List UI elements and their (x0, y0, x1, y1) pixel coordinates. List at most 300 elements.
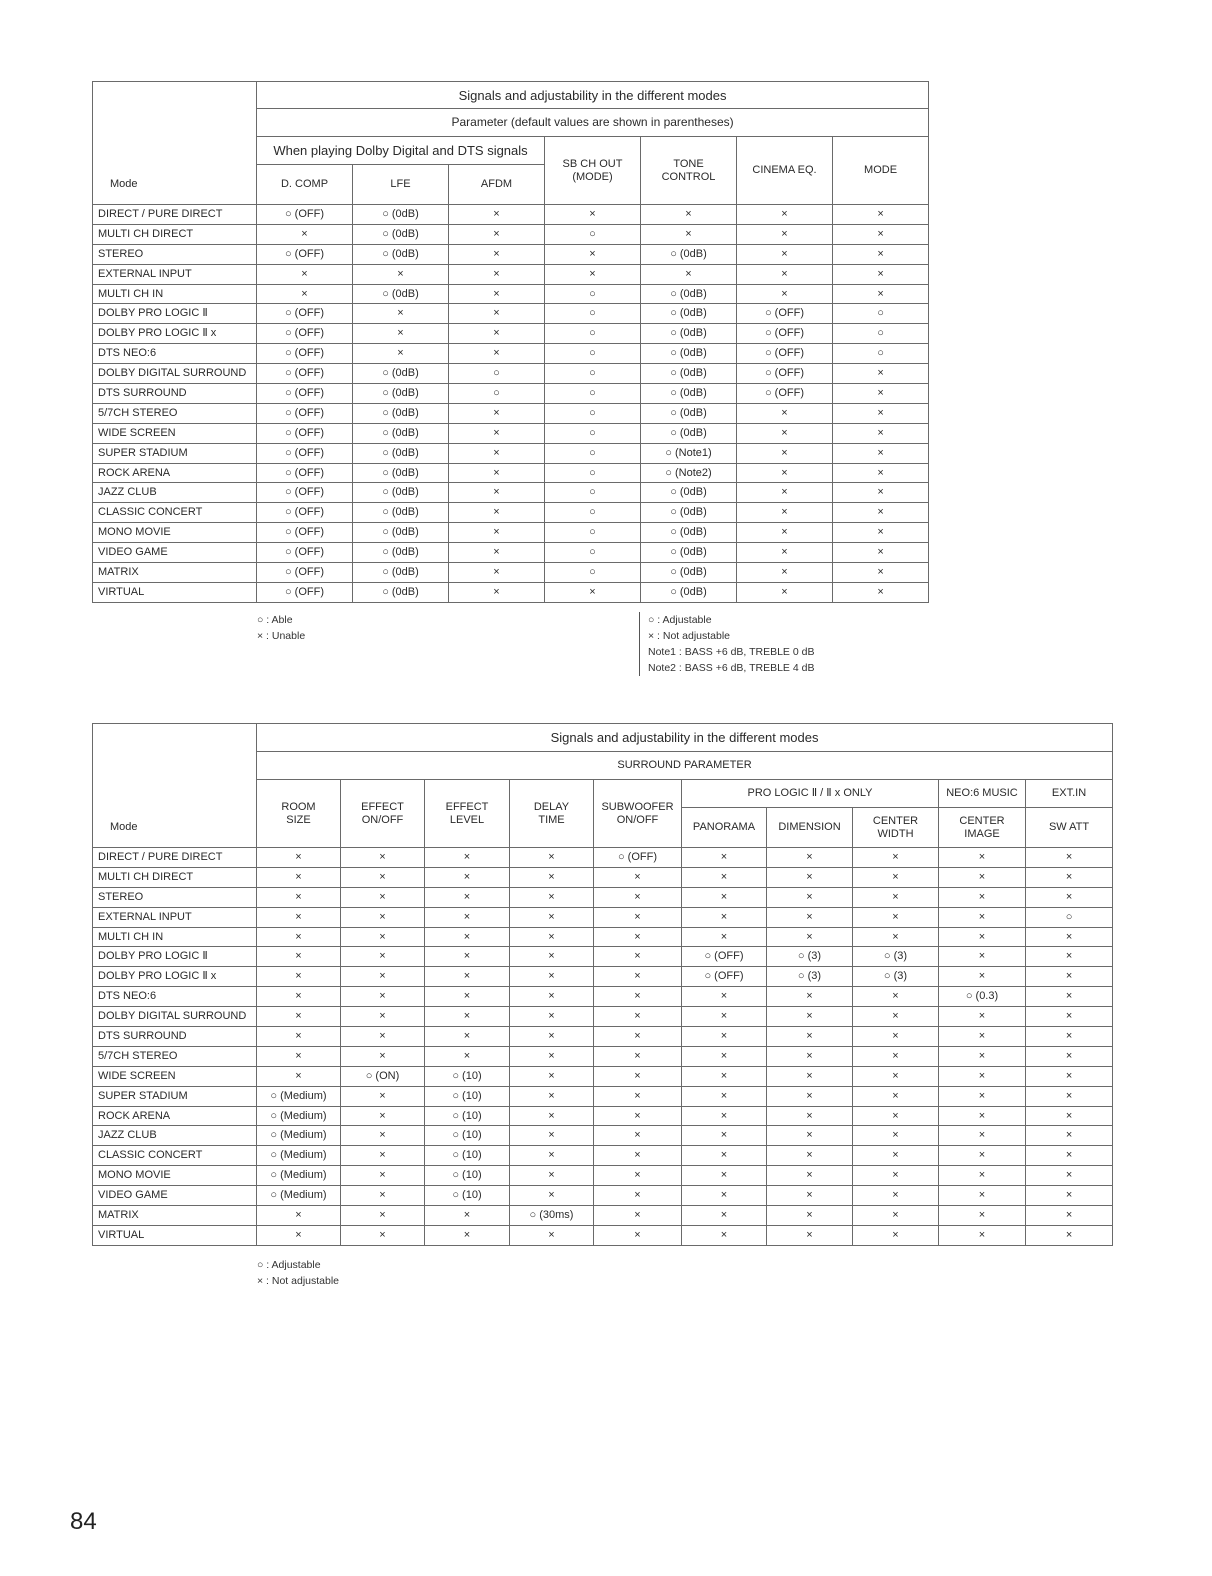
value-cell: ○ (545, 224, 641, 244)
legend-item: ○ : Adjustable (648, 614, 712, 626)
mode-name-cell: VIRTUAL (93, 1225, 257, 1245)
table-row (93, 1027, 1113, 1047)
mode-name-cell: JAZZ CLUB (93, 1126, 257, 1146)
value-cell: × (682, 927, 767, 947)
mode-name-cell: CLASSIC CONCERT (93, 503, 257, 523)
value-cell: × (767, 1106, 853, 1126)
value-cell: × (341, 987, 425, 1007)
mode-name-cell: SUPER STADIUM (93, 443, 257, 463)
value-cell: × (1026, 1166, 1113, 1186)
value-cell: × (1026, 1046, 1113, 1066)
value-cell: × (449, 543, 545, 563)
value-cell: ○ (OFF) (257, 244, 353, 264)
table-row (93, 1046, 1113, 1066)
value-cell: × (341, 1007, 425, 1027)
value-cell: ○ (833, 344, 929, 364)
table-row (93, 1126, 1113, 1146)
value-cell: × (833, 244, 929, 264)
value-cell: × (682, 867, 767, 887)
value-cell: × (594, 1166, 682, 1186)
value-cell: ○ (0dB) (353, 582, 449, 602)
value-cell: × (341, 967, 425, 987)
table-row (93, 582, 929, 602)
value-cell: ○ (OFF) (257, 443, 353, 463)
value-cell: × (939, 1146, 1026, 1166)
value-cell: ○ (Medium) (257, 1086, 341, 1106)
value-cell: ○ (OFF) (737, 304, 833, 324)
value-cell: ○ (0dB) (353, 443, 449, 463)
value-cell: × (737, 205, 833, 225)
value-cell: × (737, 264, 833, 284)
value-cell: × (767, 887, 853, 907)
value-cell: × (449, 224, 545, 244)
mode-name-cell: MATRIX (93, 1206, 257, 1226)
column-header: ROOM SIZE (257, 780, 341, 848)
table-row (93, 463, 929, 483)
value-cell: × (853, 1066, 939, 1086)
mode-name-cell: MONO MOVIE (93, 1166, 257, 1186)
value-cell: × (425, 1027, 510, 1047)
value-cell: × (257, 907, 341, 927)
table-row (93, 224, 929, 244)
value-cell: × (1026, 1007, 1113, 1027)
table-row (93, 344, 929, 364)
value-cell: × (737, 543, 833, 563)
value-cell: × (767, 1126, 853, 1146)
value-cell: × (594, 887, 682, 907)
value-cell: × (682, 907, 767, 927)
value-cell: ○ (0dB) (641, 582, 737, 602)
value-cell: ○ (OFF) (594, 848, 682, 868)
table-body (93, 848, 1113, 1246)
mode-name-cell: DIRECT / PURE DIRECT (93, 848, 257, 868)
value-cell: × (853, 1126, 939, 1146)
value-cell: ○ (0dB) (353, 543, 449, 563)
value-cell: × (1026, 987, 1113, 1007)
value-cell: × (449, 324, 545, 344)
mode-name-cell: MULTI CH IN (93, 284, 257, 304)
mode-name-cell: MONO MOVIE (93, 523, 257, 543)
mode-name-cell: MATRIX (93, 563, 257, 583)
value-cell: × (682, 1086, 767, 1106)
value-cell: × (833, 443, 929, 463)
value-cell: × (737, 423, 833, 443)
mode-name-cell: VIRTUAL (93, 582, 257, 602)
value-cell: × (1026, 1206, 1113, 1226)
value-cell: × (737, 443, 833, 463)
value-cell: ○ (3) (853, 967, 939, 987)
value-cell: ○ (Medium) (257, 1106, 341, 1126)
mode-column-header: Mode (93, 724, 257, 848)
value-cell: × (939, 907, 1026, 927)
mode-name-cell: SUPER STADIUM (93, 1086, 257, 1106)
column-header: CINEMA EQ. (737, 137, 833, 205)
value-cell: × (682, 1225, 767, 1245)
table-row (93, 324, 929, 344)
value-cell: × (1026, 1106, 1113, 1126)
value-cell: × (1026, 1027, 1113, 1047)
table-row (93, 848, 1113, 868)
value-cell: × (449, 443, 545, 463)
value-cell: × (257, 284, 353, 304)
value-cell: × (510, 1007, 594, 1027)
table-row (93, 244, 929, 264)
value-cell: ○ (545, 304, 641, 324)
value-cell: × (853, 987, 939, 1007)
value-cell: × (853, 1225, 939, 1245)
value-cell: × (510, 1166, 594, 1186)
value-cell: ○ (OFF) (737, 384, 833, 404)
value-cell: × (682, 887, 767, 907)
value-cell: × (510, 887, 594, 907)
mode-name-cell: DOLBY PRO LOGIC Ⅱ (93, 947, 257, 967)
page-number: 84 (70, 1508, 97, 1535)
value-cell: × (833, 463, 929, 483)
value-cell: × (341, 907, 425, 927)
value-cell: ○ (10) (425, 1066, 510, 1086)
value-cell: × (853, 927, 939, 947)
value-cell: ○ (3) (767, 967, 853, 987)
value-cell: × (767, 1186, 853, 1206)
value-cell: ○ (545, 443, 641, 463)
value-cell: × (1026, 867, 1113, 887)
table-row (93, 503, 929, 523)
value-cell: × (545, 244, 641, 264)
value-cell: × (853, 1007, 939, 1027)
table-row (93, 987, 1113, 1007)
value-cell: ○ (0dB) (641, 523, 737, 543)
value-cell: × (767, 1066, 853, 1086)
value-cell: × (257, 1007, 341, 1027)
value-cell: × (939, 1166, 1026, 1186)
legend-item: × : Not adjustable (648, 630, 731, 642)
value-cell: × (449, 344, 545, 364)
value-cell: × (939, 1225, 1026, 1245)
value-cell: × (594, 927, 682, 947)
value-cell: ○ (OFF) (257, 423, 353, 443)
value-cell: × (939, 1206, 1026, 1226)
value-cell: × (341, 1046, 425, 1066)
table-row (93, 483, 929, 503)
table-row (93, 927, 1113, 947)
value-cell: ○ (0dB) (353, 503, 449, 523)
legend-able (257, 612, 305, 644)
surround-parameter-table (92, 723, 1113, 1246)
value-cell: × (510, 1086, 594, 1106)
value-cell: ○ (10) (425, 1126, 510, 1146)
value-cell: × (341, 1186, 425, 1206)
table-subtitle: Parameter (default values are shown in parentheses) (257, 109, 929, 137)
value-cell: × (767, 867, 853, 887)
value-cell: × (1026, 848, 1113, 868)
value-cell: × (853, 867, 939, 887)
value-cell: × (425, 907, 510, 927)
value-cell: × (594, 1146, 682, 1166)
value-cell: × (939, 1066, 1026, 1086)
value-cell: × (341, 867, 425, 887)
value-cell: × (510, 987, 594, 1007)
value-cell: ○ (Note1) (641, 443, 737, 463)
value-cell: ○ (0dB) (353, 523, 449, 543)
value-cell: ○ (Medium) (257, 1146, 341, 1166)
value-cell: × (833, 384, 929, 404)
value-cell: × (853, 907, 939, 927)
table-row (93, 543, 929, 563)
table-row (93, 443, 929, 463)
value-cell: × (257, 987, 341, 1007)
value-cell: × (767, 1166, 853, 1186)
column-header: SW ATT (1026, 808, 1113, 848)
value-cell: × (737, 463, 833, 483)
table-body (93, 205, 929, 603)
value-cell: ○ (0dB) (641, 244, 737, 264)
value-cell: × (767, 987, 853, 1007)
value-cell: ○ (Medium) (257, 1186, 341, 1206)
table-row (93, 1007, 1113, 1027)
value-cell: ○ (545, 324, 641, 344)
value-cell: × (257, 1225, 341, 1245)
value-cell: ○ (OFF) (257, 205, 353, 225)
mode-name-cell: EXTERNAL INPUT (93, 264, 257, 284)
legend-item: × : Unable (257, 630, 306, 642)
value-cell: ○ (OFF) (257, 463, 353, 483)
column-header: PANORAMA (682, 808, 767, 848)
value-cell: × (1026, 967, 1113, 987)
value-cell: × (449, 264, 545, 284)
value-cell: × (833, 503, 929, 523)
value-cell: × (641, 264, 737, 284)
value-cell: ○ (OFF) (257, 324, 353, 344)
value-cell: × (594, 947, 682, 967)
value-cell: ○ (545, 384, 641, 404)
value-cell: × (425, 987, 510, 1007)
value-cell: × (353, 324, 449, 344)
value-cell: × (449, 403, 545, 423)
value-cell: × (853, 848, 939, 868)
mode-name-cell: DOLBY PRO LOGIC Ⅱ x (93, 324, 257, 344)
column-header: SB CH OUT (MODE) (545, 137, 641, 205)
value-cell: × (737, 523, 833, 543)
value-cell: ○ (545, 463, 641, 483)
column-header: CENTER WIDTH (853, 808, 939, 848)
value-cell: ○ (0dB) (641, 563, 737, 583)
value-cell: ○ (Medium) (257, 1166, 341, 1186)
value-cell: × (510, 1106, 594, 1126)
value-cell: × (510, 1066, 594, 1086)
table-row (93, 563, 929, 583)
value-cell: ○ (545, 284, 641, 304)
value-cell: × (594, 1086, 682, 1106)
value-cell: × (767, 1206, 853, 1226)
value-cell: × (449, 582, 545, 602)
value-cell: × (737, 563, 833, 583)
value-cell: × (510, 1046, 594, 1066)
value-cell: ○ (30ms) (510, 1206, 594, 1226)
value-cell: × (341, 947, 425, 967)
value-cell: ○ (OFF) (257, 563, 353, 583)
value-cell: × (939, 927, 1026, 947)
value-cell: × (939, 848, 1026, 868)
value-cell: ○ (449, 364, 545, 384)
value-cell: ○ (0dB) (641, 503, 737, 523)
value-cell: ○ (OFF) (257, 503, 353, 523)
value-cell: ○ (3) (767, 947, 853, 967)
value-cell: × (853, 1027, 939, 1047)
table-row (93, 947, 1113, 967)
table-row (93, 1166, 1113, 1186)
value-cell: × (833, 582, 929, 602)
value-cell: ○ (Note2) (641, 463, 737, 483)
table-row (93, 1186, 1113, 1206)
value-cell: × (510, 967, 594, 987)
value-cell: × (682, 987, 767, 1007)
value-cell: × (510, 848, 594, 868)
table-subtitle: SURROUND PARAMETER (257, 752, 1113, 780)
value-cell: × (767, 907, 853, 927)
value-cell: × (833, 523, 929, 543)
value-cell: × (939, 887, 1026, 907)
value-cell: × (510, 1225, 594, 1245)
column-header: TONE CONTROL (641, 137, 737, 205)
table-row (93, 304, 929, 324)
value-cell: × (257, 967, 341, 987)
value-cell: ○ (0dB) (353, 563, 449, 583)
value-cell: × (853, 1046, 939, 1066)
value-cell: × (1026, 1066, 1113, 1086)
value-cell: ○ (0dB) (641, 364, 737, 384)
value-cell: × (767, 1007, 853, 1027)
value-cell: × (594, 1206, 682, 1226)
value-cell: ○ (0dB) (353, 463, 449, 483)
value-cell: × (767, 848, 853, 868)
table-row (93, 423, 929, 443)
dolby-dts-group-header: When playing Dolby Digital and DTS signals (257, 137, 545, 165)
legend-item: ○ : Adjustable (257, 1259, 321, 1271)
table-row (93, 887, 1113, 907)
value-cell: × (594, 1186, 682, 1206)
mode-name-cell: DOLBY PRO LOGIC Ⅱ (93, 304, 257, 324)
value-cell: × (425, 927, 510, 947)
value-cell: ○ (0dB) (353, 205, 449, 225)
value-cell: × (767, 1046, 853, 1066)
column-header: EFFECT ON/OFF (341, 780, 425, 848)
value-cell: ○ (545, 403, 641, 423)
table-row (93, 264, 929, 284)
value-cell: × (682, 1027, 767, 1047)
value-cell: × (341, 887, 425, 907)
value-cell: ○ (0dB) (353, 423, 449, 443)
table-row (93, 1086, 1113, 1106)
value-cell: ○ (10) (425, 1146, 510, 1166)
mode-name-cell: DTS NEO:6 (93, 344, 257, 364)
table-row (93, 1225, 1113, 1245)
value-cell: × (767, 927, 853, 947)
value-cell: × (939, 1046, 1026, 1066)
legend-adjustable (257, 1257, 339, 1289)
mode-name-cell: DIRECT / PURE DIRECT (93, 205, 257, 225)
table-title: Signals and adjustability in the different modes (257, 82, 929, 109)
value-cell: × (682, 1106, 767, 1126)
mode-name-cell: MULTI CH IN (93, 927, 257, 947)
value-cell: ○ (10) (425, 1086, 510, 1106)
value-cell: × (545, 264, 641, 284)
value-cell: × (682, 1186, 767, 1206)
value-cell: ○ (OFF) (257, 483, 353, 503)
value-cell: × (449, 284, 545, 304)
value-cell: ○ (0dB) (353, 403, 449, 423)
value-cell: ○ (545, 483, 641, 503)
value-cell: × (353, 344, 449, 364)
value-cell: ○ (10) (425, 1106, 510, 1126)
value-cell: × (939, 947, 1026, 967)
value-cell: × (853, 1106, 939, 1126)
value-cell: ○ (3) (853, 947, 939, 967)
value-cell: × (594, 967, 682, 987)
column-header: SUBWOOFER ON/OFF (594, 780, 682, 848)
mode-name-cell: DTS SURROUND (93, 384, 257, 404)
value-cell: ○ (OFF) (737, 324, 833, 344)
value-cell: × (341, 1086, 425, 1106)
value-cell: × (545, 205, 641, 225)
value-cell: ○ (OFF) (257, 384, 353, 404)
value-cell: ○ (10) (425, 1186, 510, 1206)
value-cell: × (767, 1027, 853, 1047)
mode-name-cell: STEREO (93, 887, 257, 907)
value-cell: × (939, 967, 1026, 987)
table-row (93, 1066, 1113, 1086)
value-cell: × (1026, 1225, 1113, 1245)
mode-name-cell: DTS SURROUND (93, 1027, 257, 1047)
value-cell: × (257, 947, 341, 967)
value-cell: × (257, 867, 341, 887)
value-cell: ○ (0dB) (353, 224, 449, 244)
value-cell: ○ (OFF) (257, 582, 353, 602)
legend-adjustable (639, 612, 814, 676)
value-cell: × (833, 543, 929, 563)
mode-parameter-table (92, 81, 929, 603)
value-cell: × (510, 907, 594, 927)
value-cell: × (425, 967, 510, 987)
value-cell: ○ (545, 344, 641, 364)
value-cell: × (594, 907, 682, 927)
value-cell: × (425, 1046, 510, 1066)
extin-group-header: EXT.IN (1026, 780, 1113, 808)
mode-name-cell: 5/7CH STEREO (93, 1046, 257, 1066)
value-cell: ○ (545, 523, 641, 543)
value-cell: × (257, 264, 353, 284)
value-cell: × (449, 563, 545, 583)
value-cell: ○ (OFF) (257, 304, 353, 324)
value-cell: × (833, 403, 929, 423)
column-header: AFDM (449, 165, 545, 205)
value-cell: × (594, 1046, 682, 1066)
value-cell: ○ (10) (425, 1166, 510, 1186)
value-cell: ○ (OFF) (257, 344, 353, 364)
value-cell: × (341, 1166, 425, 1186)
table-row (93, 907, 1113, 927)
value-cell: × (341, 1146, 425, 1166)
value-cell: × (449, 304, 545, 324)
value-cell: × (425, 848, 510, 868)
mode-name-cell: EXTERNAL INPUT (93, 907, 257, 927)
value-cell: × (594, 1027, 682, 1047)
value-cell: × (257, 224, 353, 244)
column-header: DELAY TIME (510, 780, 594, 848)
value-cell: × (341, 1126, 425, 1146)
value-cell: × (737, 284, 833, 304)
value-cell: × (341, 1225, 425, 1245)
value-cell: ○ (0dB) (353, 284, 449, 304)
